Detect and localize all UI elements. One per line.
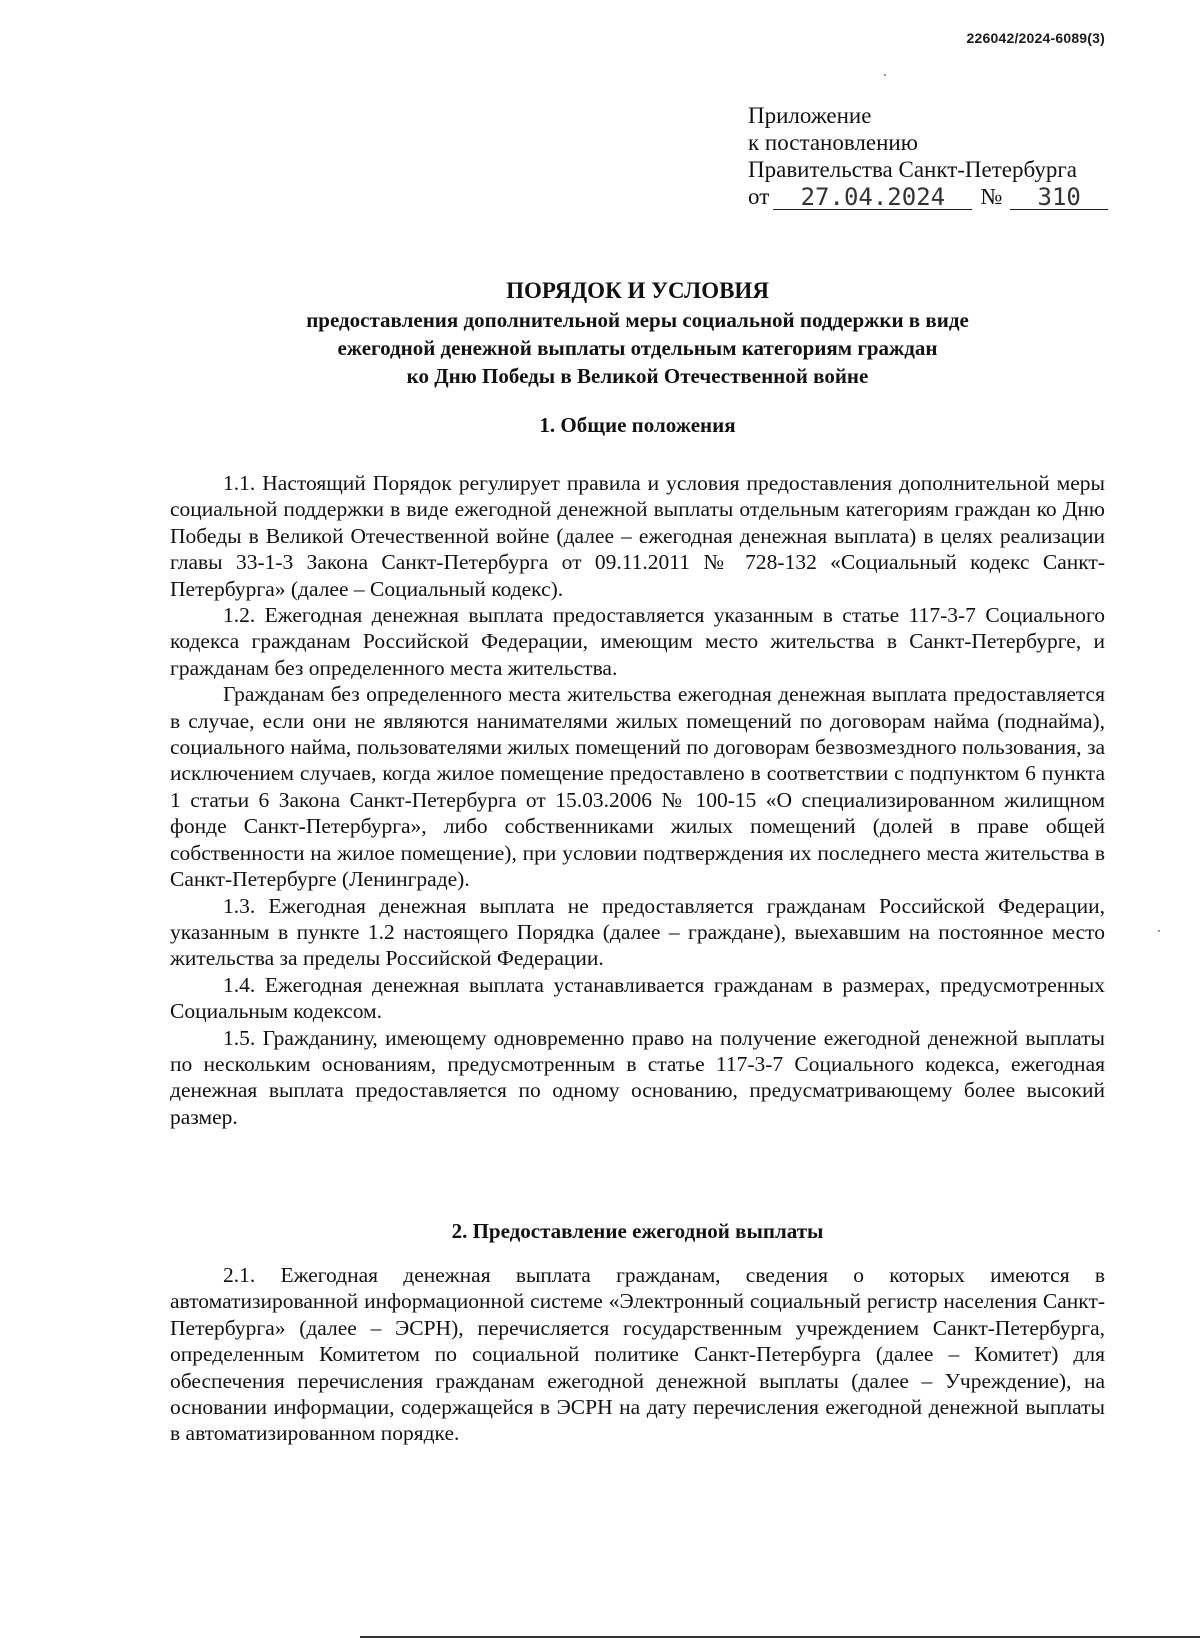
appendix-date-row <box>748 183 1108 210</box>
paragraph-1-4: 1.4. Ежегодная денежная выплата устанавливается гражданам в размерах, предусмотренных Социальным кодексом. <box>170 972 1105 1024</box>
document-subtitle-line-2: ежегодной денежной выплаты отдельным категориям граждан <box>337 336 938 360</box>
paragraph-1-2: 1.2. Ежегодная денежная выплата предоставляется указанным в статье 117-3-7 Социального кодекса гражданам Российской Федерации, имеющим место жительства в Санкт-Петербурге, и гражданам без определенного места жительства. <box>170 603 1105 680</box>
paragraph-1-1: 1.1. Настоящий Порядок регулирует правила и условия предоставления дополнительной меры социальной поддержки в виде ежегодной денежной выплаты отдельным категориям граждан ко Дню Победы в Великой Отечественной войне (далее – ежегодная денежная выплата) в целях реализации главы 33-1-3 Закона Санкт-Петербурга от 09.11.2011 № 728-132 «Социальный кодекс Санкт-Петербурга» (далее – Социальный кодекс). <box>170 471 1105 601</box>
section-1-body <box>170 470 1105 1130</box>
document-title-block <box>170 276 1105 390</box>
registration-number: 226042/2024-6089(3) <box>966 30 1105 46</box>
number-sign: № <box>980 184 1003 209</box>
document-subtitle-line-1: предоставления дополнительной меры социальной поддержки в виде <box>306 308 969 332</box>
paragraph-1-5: 1.5. Гражданину, имеющему одновременно право на получение ежегодной денежной выплаты по нескольким основаниям, предусмотренным в статье 117-3-7 Социального кодекса, ежегодная денежная выплата предоставляется по одному основанию, предусматривающему более высокий размер. <box>170 1025 1105 1129</box>
scan-speck <box>884 74 886 76</box>
paragraph-2-1: 2.1. Ежегодная денежная выплата гражданам, сведения о которых имеются в автоматизированной информационной системе «Электронный социальный регистр населения Санкт-Петербурга» (далее – ЭСРН), перечисляется государственным учреждением Санкт-Петербурга, определенным Комитетом по социальной политике Санкт-Петербурга (далее – Комитет) для обеспечения перечисления гражданам ежегодной денежной выплаты (далее – Учреждение), на основании информации, содержащейся в ЭСРН на дату перечисления ежегодной денежной выплаты в автоматизированном порядке. <box>170 1263 1105 1446</box>
scan-speck <box>1158 930 1160 932</box>
document-subtitle-line-3: ко Дню Победы в Великой Отечественной войне <box>406 364 869 388</box>
appendix-line-2: к постановлению <box>748 130 918 155</box>
paragraph-1-3: 1.3. Ежегодная денежная выплата не предоставляется гражданам Российской Федерации, указанным в пункте 1.2 настоящего Порядка (далее – граждане), выехавшим на постоянное место жительства за пределы Российской Федерации. <box>170 893 1105 971</box>
appendix-line-1: Приложение <box>748 103 872 128</box>
appendix-block <box>748 102 1108 210</box>
section-2-body <box>170 1262 1105 1447</box>
section-1-heading: 1. Общие положения <box>539 413 736 437</box>
paragraph-1-2-continued: Гражданам без определенного места жительства ежегодная денежная выплата предоставляется в случае, если они не являются нанимателями жилых помещений по договорам найма (поднайма), социального найма, пользователями жилых помещений по договорам безвозмездного пользования, за исключением случаев, когда жилое помещение предоставлено в соответствии с подпунктом 6 пункта 1 статьи 6 Закона Санкт-Петербурга от 15.03.2006 № 100-15 «О специализированном жилищном фонде Санкт-Петербурга», либо собственниками жилых помещений (долей в праве общей собственности на жилое помещение), при условии подтверждения их последнего места жительства в Санкт-Петербурге (Ленинграде). <box>170 682 1105 892</box>
appendix-line-3: Правительства Санкт-Петербурга <box>748 157 1077 182</box>
resolution-number: 310 <box>1010 185 1108 210</box>
from-label: от <box>748 184 770 209</box>
page-bottom-edge <box>360 1636 1200 1638</box>
document-title: ПОРЯДОК И УСЛОВИЯ <box>506 278 769 303</box>
resolution-date: 27.04.2024 <box>773 185 972 210</box>
section-2-heading: 2. Предоставление ежегодной выплаты <box>451 1219 824 1243</box>
